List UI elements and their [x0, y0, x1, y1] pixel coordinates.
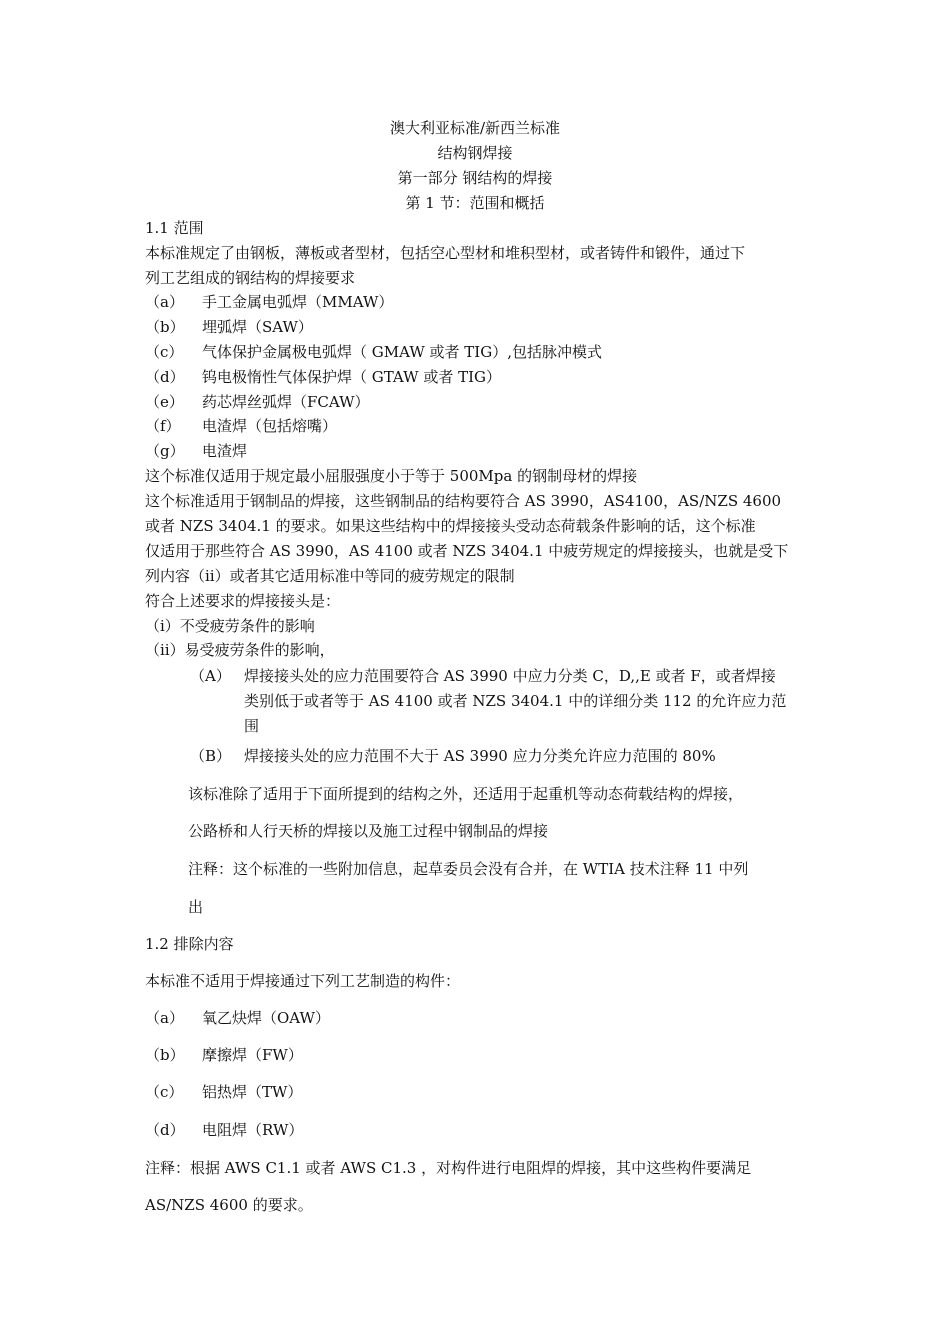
condition-item-i: （ⅰ）不受疲劳条件的影响 [145, 617, 315, 635]
condition-item-ii: （ⅱ）易受疲劳条件的影响， [145, 641, 335, 659]
list-marker: （b） [145, 318, 185, 336]
excluded-process-item [145, 1006, 810, 1031]
excluded-process-item [145, 1118, 810, 1143]
sub-condition-b [190, 744, 810, 769]
process-list-item [145, 290, 810, 315]
process-list-item [145, 315, 810, 340]
process-list-item [145, 414, 810, 439]
document-title-subject: 结构钢焊接 [437, 144, 513, 162]
wtia-note-line: 出 [188, 898, 204, 916]
resistance-welding-note-line: 注释：根据 AWS C1.1 或者 AWS C1.3 ，对构件进行电阻焊的焊接，其中这些构件要满足 [145, 1159, 752, 1177]
list-marker: （g） [145, 442, 185, 460]
list-item-text: 电渣焊（包括熔嘴） [202, 417, 338, 435]
process-list-item [145, 439, 810, 464]
scope-intro-line: 本标准规定了由钢板，薄板或者型材，包括空心型材和堆积型材，或者铸件和锻件，通过下 [145, 244, 746, 262]
list-item-text: 铝热焊（TW） [202, 1083, 303, 1101]
yield-strength-paragraph: 这个标准仅适用于规定最小屈服强度小于等于 500Mpa 的钢制母材的焊接 [145, 467, 638, 485]
sub-condition-a-line: 类别低于或者等于 AS 4100 或者 NZS 3404.1 中的详细分类 112 的允许应力范 [244, 692, 787, 710]
sub-condition-a-line: 围 [244, 717, 260, 735]
excluded-process-item [145, 1043, 810, 1068]
process-list-item [145, 340, 810, 365]
sub-condition-b-text: 焊接接头处的应力范围不大于 AS 3990 应力分类允许应力范围的 80% [244, 747, 716, 765]
applicability-paragraph-line: 仅适用于那些符合 AS 3990，AS 4100 或者 NZS 3404.1 中疲劳规定的焊接接头，也就是受下 [145, 542, 789, 560]
applicability-paragraph-line: 或者 NZS 3404.1 的要求。如果这些结构中的焊接接头受动态荷载条件影响的话，这个标准 [145, 517, 756, 535]
list-marker: （c） [145, 343, 184, 361]
list-item-text: 药芯焊丝弧焊（FCAW） [202, 393, 370, 411]
list-marker: （a） [145, 1009, 184, 1027]
joint-requirements-lead: 符合上述要求的焊接接头是： [145, 592, 341, 610]
list-item-text: 埋弧焊（SAW） [202, 318, 313, 336]
list-marker: （d） [145, 368, 185, 386]
list-item-text: 手工金属电弧焊（MMAW） [202, 293, 394, 311]
applicability-paragraph-line: 列内容（ⅱ）或者其它适用标准中等同的疲劳规定的限制 [145, 567, 515, 585]
list-item-text: 氧乙炔焊（OAW） [202, 1009, 330, 1027]
list-item-text: 气体保护金属极电弧焊（ GMAW 或者 TIG）,包括脉冲模式 [202, 343, 602, 361]
excluded-process-item [145, 1080, 810, 1105]
section-heading-scope: 1.1 范围 [145, 219, 204, 237]
list-item-text: 钨电极惰性气体保护焊（ GTAW 或者 TIG） [202, 368, 502, 386]
list-marker: （b） [145, 1046, 185, 1064]
list-marker: （B） [190, 747, 232, 765]
list-marker: （A） [190, 667, 231, 685]
document-title-part: 第一部分 钢结构的焊接 [397, 169, 553, 187]
exclusions-intro: 本标准不适用于焊接通过下列工艺制造的构件： [145, 972, 461, 990]
dynamic-load-paragraph-line: 该标准除了适用于下面所提到的结构之外，还适用于起重机等动态荷载结构的焊接， [188, 785, 744, 803]
process-list-item [145, 365, 810, 390]
list-item-text: 电渣焊 [202, 442, 248, 460]
applicability-paragraph-line: 这个标准适用于钢制品的焊接，这些钢制品的结构要符合 AS 3990，AS4100，AS/NZS 4600 [145, 492, 782, 510]
process-list-item [145, 390, 810, 415]
sub-condition-a-line: 焊接接头处的应力范围要符合 AS 3990 中应力分类 C，D,,E 或者 F，或者焊接 [244, 667, 776, 685]
scope-intro-line: 列工艺组成的钢结构的焊接要求 [145, 269, 356, 287]
list-marker: （e） [145, 393, 184, 411]
resistance-welding-note-line: AS/NZS 4600 的要求。 [145, 1196, 313, 1214]
list-marker: （c） [145, 1083, 184, 1101]
wtia-note-line: 注释：这个标准的一些附加信息，起草委员会没有合并，在 WTIA 技术注释 11 中列 [188, 860, 749, 878]
document-title-section: 第 1 节：范围和概括 [405, 194, 545, 212]
list-item-text: 摩擦焊（FW） [202, 1046, 303, 1064]
sub-condition-a [190, 664, 810, 739]
section-heading-exclusions: 1.2 排除内容 [145, 935, 234, 953]
list-marker: （d） [145, 1121, 185, 1139]
list-item-text: 电阻焊（RW） [202, 1121, 304, 1139]
list-marker: （a） [145, 293, 184, 311]
dynamic-load-paragraph-line: 公路桥和人行天桥的焊接以及施工过程中钢制品的焊接 [188, 822, 549, 840]
document-title-standard: 澳大利亚标准/新西兰标准 [389, 119, 561, 137]
list-marker: （f） [145, 417, 181, 435]
